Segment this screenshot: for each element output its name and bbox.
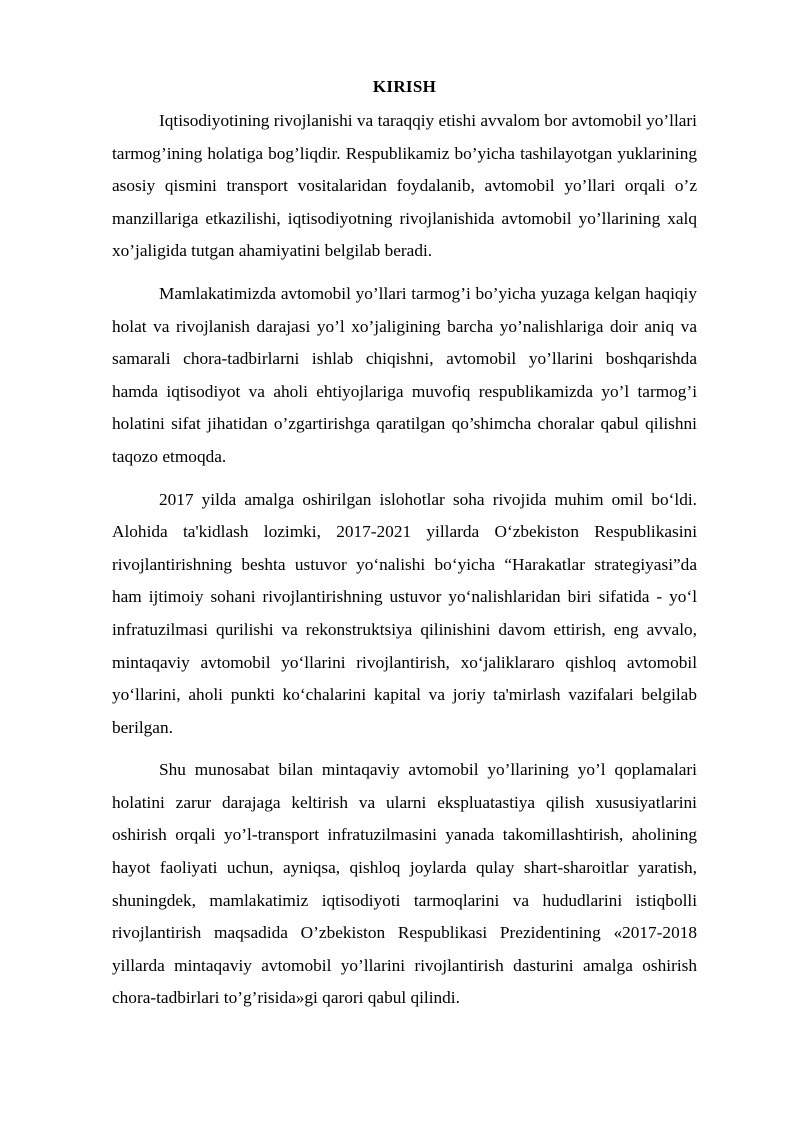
document-title: KIRISH [372,77,437,96]
paragraph-2: Mamlakatimizda avtomobil yo’llari tarmog’i bo’yicha yuzaga kelgan haqiqiy holat va rivojlanish darajasi yo’l xo’jaligining barcha yo’nalishlariga doir aniq va samarali chora-tadbirlarni ishlab chiqishni, avtomobil yo’llarini boshqarishda hamda iqtisodiyot va aholi ehtiyojlariga muvofiq respublikamizda yo’l tarmog’i holatini sifat jihatidan o’zgartirishga qaratilgan qo’shimcha choralar qabul qilishni taqozo etmoqda. [112,283,697,466]
paragraph-3: 2017 yilda amalga oshirilgan islohotlar soha rivojida muhim omil bo‘ldi. Alohida ta'kidlash lozimki, 2017-2021 yillarda O‘zbekiston Respublikasini rivojlantirishning beshta ustuvor yo‘nalishi bo‘yicha “Harakatlar strategiyasi”da ham ijtimoiy sohani rivojlantirishning ustuvor yo‘nalishlaridan biri sifatida - yo‘l infratuzilmasi qurilishi va rekonstruktsiya qilinishini davom ettirish, eng avvalo, mintaqaviy avtomobil yo‘llarini rivojlantirish, xo‘jaliklararo qishloq avtomobil yo‘llarini, aholi punkti ko‘chalarini kapital va joriy ta'mirlash vazifalari belgilab berilgan. [112,489,697,737]
paragraph-1: Iqtisodiyotining rivojlanishi va taraqqiy etishi avvalom bor avtomobil yo’llari tarmog’ining holatiga bog’liqdir. Respublikamiz bo’yicha tashilayotgan yuklarining asosiy qismini transport vositalaridan foydalanib, avtomobil yo’llari orqali o’z manzillariga etkazilishi, iqtisodiyotning rivojlanishida avtomobil yo’llarining xalq xo’jaligida tutgan ahamiyatini belgilab beradi. [112,111,697,261]
paragraph-4: Shu munosabat bilan mintaqaviy avtomobil yo’llarining yo’l qoplamalari holatini zarur darajaga keltirish va ularni ekspluatastiya qilish xususiyatlarini oshirish orqali yo’l-transport infratuzilmasini yanada takomillashtirish, aholining hayot faoliyati uchun, ayniqsa, qishloq joylarda qulay shart-sharoitlar yaratish, shuningdek, mamlakatimiz iqtisodiyoti tarmoqlarini va hududlarini istiqbolli rivojlantirish maqsadida O’zbekiston Respublikasi Prezidentining «2017-2018 yillarda mintaqaviy avtomobil yo’llarini rivojlantirish dasturini amalga oshirish chora-tadbirlari to’g’risida»gi qarori qabul qilindi. [112,760,697,1008]
document-page [112,72,697,1025]
